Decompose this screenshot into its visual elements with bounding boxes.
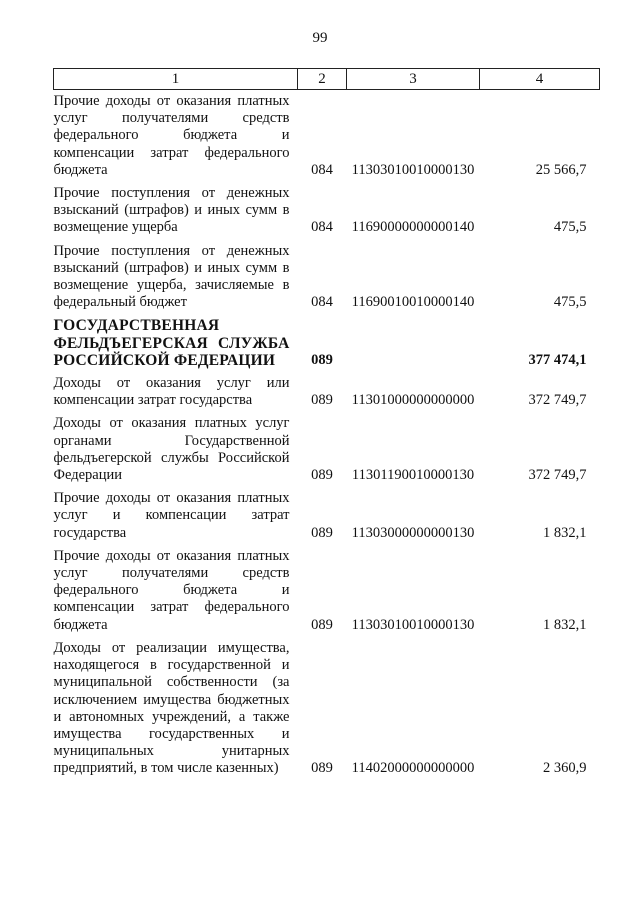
row-revenue-code: 11690000000000140 [351,219,475,236]
row-name: ГОСУДАРСТВЕННАЯ ФЕЛЬДЪЕГЕРСКАЯ СЛУЖБА РОССИЙСКОЙ ФЕДЕРАЦИИ [53,317,290,369]
page-number: 99 [312,30,328,46]
column-number-header-row [54,69,600,90]
row-name: Прочие доходы от оказания платных услуг получателями средств федерального бюджета и компенсации затрат федерального бюджета [53,547,290,633]
row-name: Прочие доходы от оказания платных услуг и компенсации затрат государства [53,490,290,541]
row-revenue-code: 11690010010000140 [351,294,475,311]
row-amount: 372 749,7 [528,392,587,409]
row-amount: 25 566,7 [535,161,587,178]
column-header-1: 1 [54,69,298,90]
row-revenue-code: 11303010010000130 [351,616,475,633]
table-row [54,311,600,369]
row-admin-code: 084 [311,219,333,236]
table-row [54,237,600,312]
row-name: Прочие поступления от денежных взысканий (штрафов) и иных сумм в возмещение ущерба, зачисляемые в федеральный бюджет [53,242,290,311]
row-amount: 475,5 [553,219,587,236]
table-row [54,484,600,542]
row-revenue-code: 11301190010000130 [351,467,475,484]
table-row [54,634,600,778]
row-amount: 1 832,1 [543,524,587,541]
row-name: Доходы от оказания платных услуг органами Государственной фельдъегерской службы Российской Федерации [53,415,290,484]
row-name: Прочие поступления от денежных взысканий (штрафов) и иных сумм в возмещение ущерба [53,185,290,236]
row-amount: 372 749,7 [528,467,587,484]
row-name: Доходы от оказания услуг или компенсации затрат государства [53,375,290,409]
row-admin-code: 089 [311,616,333,633]
row-revenue-code: 11402000000000000 [351,760,475,777]
row-admin-code: 089 [311,351,333,368]
row-revenue-code: 11303000000000130 [351,524,475,541]
row-admin-code: 089 [311,392,333,409]
row-amount: 2 360,9 [543,760,587,777]
column-header-3: 3 [347,69,480,90]
row-name: Доходы от реализации имущества, находящегося в государственной и муниципальной собственности (за исключением имущества бюджетных и автономных учреждений, а также имущества государственных и муниципальных унитарных предприятий, в том числе казенных) [53,639,290,777]
row-revenue-code [347,311,480,369]
row-revenue-code: 11301000000000000 [351,392,475,409]
column-header-2: 2 [298,69,347,90]
row-admin-code: 089 [311,467,333,484]
table-body [54,90,600,778]
table-row [54,179,600,237]
row-admin-code: 089 [311,760,333,777]
row-admin-code: 084 [311,161,333,178]
table-row [54,90,600,180]
column-header-4: 4 [480,69,600,90]
row-amount: 1 832,1 [543,616,587,633]
row-admin-code: 084 [311,294,333,311]
row-revenue-code: 11303010010000130 [351,161,475,178]
table-row [54,542,600,634]
budget-revenue-table [53,68,600,778]
row-amount: 377 474,1 [528,351,587,368]
row-admin-code: 089 [311,524,333,541]
table-row [54,369,600,409]
table-row [54,409,600,484]
row-amount: 475,5 [553,294,587,311]
row-name: Прочие доходы от оказания платных услуг получателями средств федерального бюджета и компенсации затрат федерального бюджета [53,93,290,178]
